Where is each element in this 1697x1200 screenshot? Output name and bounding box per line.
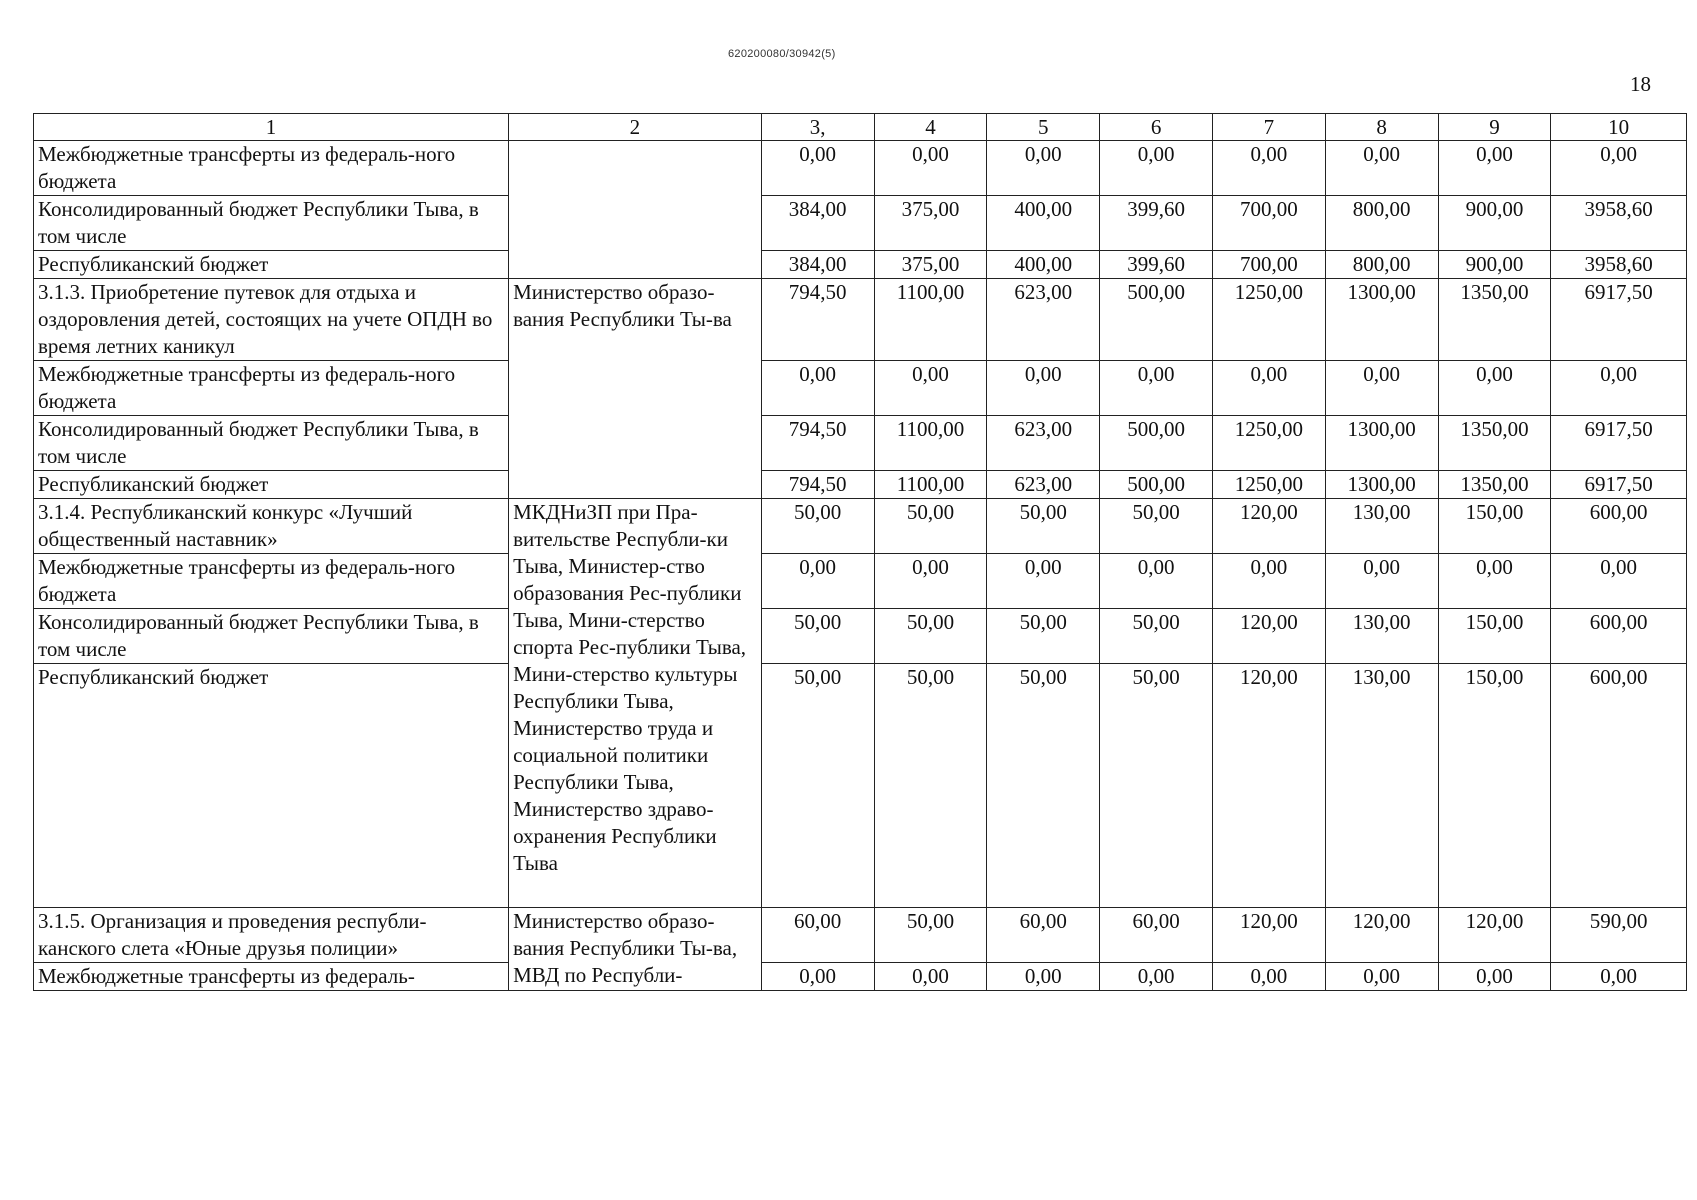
row-name: Республиканский бюджет (34, 664, 509, 908)
row-name: Консолидированный бюджет Республики Тыва, в том числе (34, 609, 509, 664)
value-cell: 0,00 (1212, 141, 1325, 196)
page-number: 18 (1630, 72, 1651, 96)
value-cell: 50,00 (1100, 664, 1213, 908)
value-cell: 6917,50 (1551, 279, 1687, 361)
value-cell: 623,00 (987, 416, 1100, 471)
value-cell: 0,00 (1325, 963, 1438, 991)
value-cell: 0,00 (1212, 554, 1325, 609)
col-header: 4 (874, 114, 987, 141)
table-row (34, 141, 1687, 196)
value-cell: 0,00 (1438, 361, 1551, 416)
value-cell: 50,00 (1100, 499, 1213, 554)
table-row (34, 609, 1687, 664)
value-cell: 50,00 (987, 609, 1100, 664)
table-row (34, 279, 1687, 361)
value-cell: 600,00 (1551, 664, 1687, 908)
col-header: 10 (1551, 114, 1687, 141)
value-cell: 1100,00 (874, 279, 987, 361)
row-name: Республиканский бюджет (34, 251, 509, 279)
table-row (34, 664, 1687, 908)
value-cell: 0,00 (874, 361, 987, 416)
value-cell: 623,00 (987, 279, 1100, 361)
value-cell: 1250,00 (1212, 416, 1325, 471)
table-row (34, 196, 1687, 251)
value-cell: 1300,00 (1325, 279, 1438, 361)
value-cell: 0,00 (987, 141, 1100, 196)
value-cell: 1350,00 (1438, 279, 1551, 361)
value-cell: 0,00 (1438, 554, 1551, 609)
value-cell: 0,00 (761, 141, 874, 196)
value-cell: 60,00 (1100, 908, 1213, 963)
col-header: 9 (1438, 114, 1551, 141)
value-cell: 1100,00 (874, 471, 987, 499)
value-cell: 900,00 (1438, 251, 1551, 279)
value-cell: 0,00 (1325, 554, 1438, 609)
value-cell: 0,00 (1551, 361, 1687, 416)
value-cell: 0,00 (1551, 963, 1687, 991)
value-cell: 120,00 (1212, 609, 1325, 664)
value-cell: 1250,00 (1212, 279, 1325, 361)
value-cell: 150,00 (1438, 664, 1551, 908)
value-cell: 150,00 (1438, 609, 1551, 664)
row-name: 3.1.5. Организация и проведения республи-канского слета «Юные друзья полиции» (34, 908, 509, 963)
value-cell: 0,00 (987, 361, 1100, 416)
col-header: 5 (987, 114, 1100, 141)
value-cell: 6917,50 (1551, 416, 1687, 471)
value-cell: 50,00 (761, 664, 874, 908)
value-cell: 50,00 (987, 499, 1100, 554)
value-cell: 3958,60 (1551, 196, 1687, 251)
value-cell: 50,00 (761, 499, 874, 554)
value-cell: 399,60 (1100, 251, 1213, 279)
value-cell: 50,00 (874, 499, 987, 554)
value-cell: 130,00 (1325, 499, 1438, 554)
value-cell: 590,00 (1551, 908, 1687, 963)
row-name: 3.1.3. Приобретение путевок для отдыха и оздоровления детей, состоящих на учете ОПДН во время летних каникул (34, 279, 509, 361)
value-cell: 0,00 (1212, 361, 1325, 416)
row-name: Республиканский бюджет (34, 471, 509, 499)
value-cell: 150,00 (1438, 499, 1551, 554)
value-cell: 1100,00 (874, 416, 987, 471)
value-cell: 0,00 (1325, 361, 1438, 416)
value-cell: 0,00 (874, 141, 987, 196)
value-cell: 600,00 (1551, 499, 1687, 554)
col-header: 1 (34, 114, 509, 141)
value-cell: 500,00 (1100, 416, 1213, 471)
value-cell: 794,50 (761, 416, 874, 471)
col-header: 3, (761, 114, 874, 141)
value-cell: 900,00 (1438, 196, 1551, 251)
table-row (34, 499, 1687, 554)
table-row (34, 416, 1687, 471)
value-cell: 0,00 (1551, 141, 1687, 196)
value-cell: 0,00 (1551, 554, 1687, 609)
value-cell: 0,00 (874, 963, 987, 991)
value-cell: 0,00 (1100, 963, 1213, 991)
value-cell: 0,00 (1438, 141, 1551, 196)
executor-cell: МКДНиЗП при Пра-вительстве Республи-ки Тыва, Министер-ство образования Рес-публики Тыва, Мини-стерство спорта Рес-публики Тыва, Мини-стерство культуры Республики Тыва, Министерство труда и социальной политики Республики Тыва, Министерство здраво-охранения Республики Тыва (509, 499, 762, 908)
value-cell: 0,00 (874, 554, 987, 609)
row-name: Межбюджетные трансферты из федераль-ного бюджета (34, 554, 509, 609)
value-cell: 700,00 (1212, 251, 1325, 279)
value-cell: 400,00 (987, 196, 1100, 251)
table-row (34, 908, 1687, 963)
value-cell: 50,00 (761, 609, 874, 664)
value-cell: 6917,50 (1551, 471, 1687, 499)
col-header: 2 (509, 114, 762, 141)
value-cell: 50,00 (1100, 609, 1213, 664)
value-cell: 399,60 (1100, 196, 1213, 251)
value-cell: 0,00 (987, 554, 1100, 609)
value-cell: 0,00 (761, 963, 874, 991)
value-cell: 794,50 (761, 279, 874, 361)
table-row (34, 251, 1687, 279)
value-cell: 1350,00 (1438, 471, 1551, 499)
row-name: Межбюджетные трансферты из федераль-ного бюджета (34, 141, 509, 196)
value-cell: 0,00 (1100, 361, 1213, 416)
value-cell: 384,00 (761, 196, 874, 251)
document-id: 620200080/30942(5) (728, 48, 836, 60)
value-cell: 800,00 (1325, 196, 1438, 251)
value-cell: 384,00 (761, 251, 874, 279)
value-cell: 50,00 (874, 664, 987, 908)
value-cell: 0,00 (1100, 554, 1213, 609)
row-name: 3.1.4. Республиканский конкурс «Лучший общественный наставник» (34, 499, 509, 554)
value-cell: 1350,00 (1438, 416, 1551, 471)
table-row (34, 471, 1687, 499)
value-cell: 60,00 (987, 908, 1100, 963)
value-cell: 0,00 (1325, 141, 1438, 196)
value-cell: 120,00 (1438, 908, 1551, 963)
value-cell: 50,00 (987, 664, 1100, 908)
value-cell: 500,00 (1100, 471, 1213, 499)
value-cell: 0,00 (1100, 141, 1213, 196)
col-header: 8 (1325, 114, 1438, 141)
value-cell: 50,00 (874, 908, 987, 963)
executor-cell (509, 141, 762, 279)
value-cell: 0,00 (1438, 963, 1551, 991)
value-cell: 600,00 (1551, 609, 1687, 664)
value-cell: 120,00 (1325, 908, 1438, 963)
col-header: 7 (1212, 114, 1325, 141)
row-name: Межбюджетные трансферты из федераль- (34, 963, 509, 991)
budget-table (33, 113, 1687, 991)
value-cell: 794,50 (761, 471, 874, 499)
row-name: Межбюджетные трансферты из федераль-ного бюджета (34, 361, 509, 416)
value-cell: 1250,00 (1212, 471, 1325, 499)
value-cell: 500,00 (1100, 279, 1213, 361)
col-header: 6 (1100, 114, 1213, 141)
value-cell: 400,00 (987, 251, 1100, 279)
table-row (34, 361, 1687, 416)
value-cell: 375,00 (874, 196, 987, 251)
value-cell: 1300,00 (1325, 471, 1438, 499)
value-cell: 3958,60 (1551, 251, 1687, 279)
value-cell: 800,00 (1325, 251, 1438, 279)
value-cell: 120,00 (1212, 499, 1325, 554)
value-cell: 60,00 (761, 908, 874, 963)
table-row (34, 554, 1687, 609)
row-name: Консолидированный бюджет Республики Тыва, в том числе (34, 196, 509, 251)
value-cell: 0,00 (761, 554, 874, 609)
value-cell: 50,00 (874, 609, 987, 664)
row-name: Консолидированный бюджет Республики Тыва, в том числе (34, 416, 509, 471)
executor-cell: Министерство образо-вания Республики Ты-ва, МВД по Республи- (509, 908, 762, 991)
value-cell: 700,00 (1212, 196, 1325, 251)
value-cell: 0,00 (987, 963, 1100, 991)
value-cell: 120,00 (1212, 664, 1325, 908)
value-cell: 120,00 (1212, 908, 1325, 963)
header-row (34, 114, 1687, 141)
value-cell: 130,00 (1325, 609, 1438, 664)
executor-cell: Министерство образо-вания Республики Ты-ва (509, 279, 762, 499)
value-cell: 623,00 (987, 471, 1100, 499)
value-cell: 1300,00 (1325, 416, 1438, 471)
value-cell: 0,00 (1212, 963, 1325, 991)
value-cell: 130,00 (1325, 664, 1438, 908)
table-row (34, 963, 1687, 991)
value-cell: 375,00 (874, 251, 987, 279)
value-cell: 0,00 (761, 361, 874, 416)
